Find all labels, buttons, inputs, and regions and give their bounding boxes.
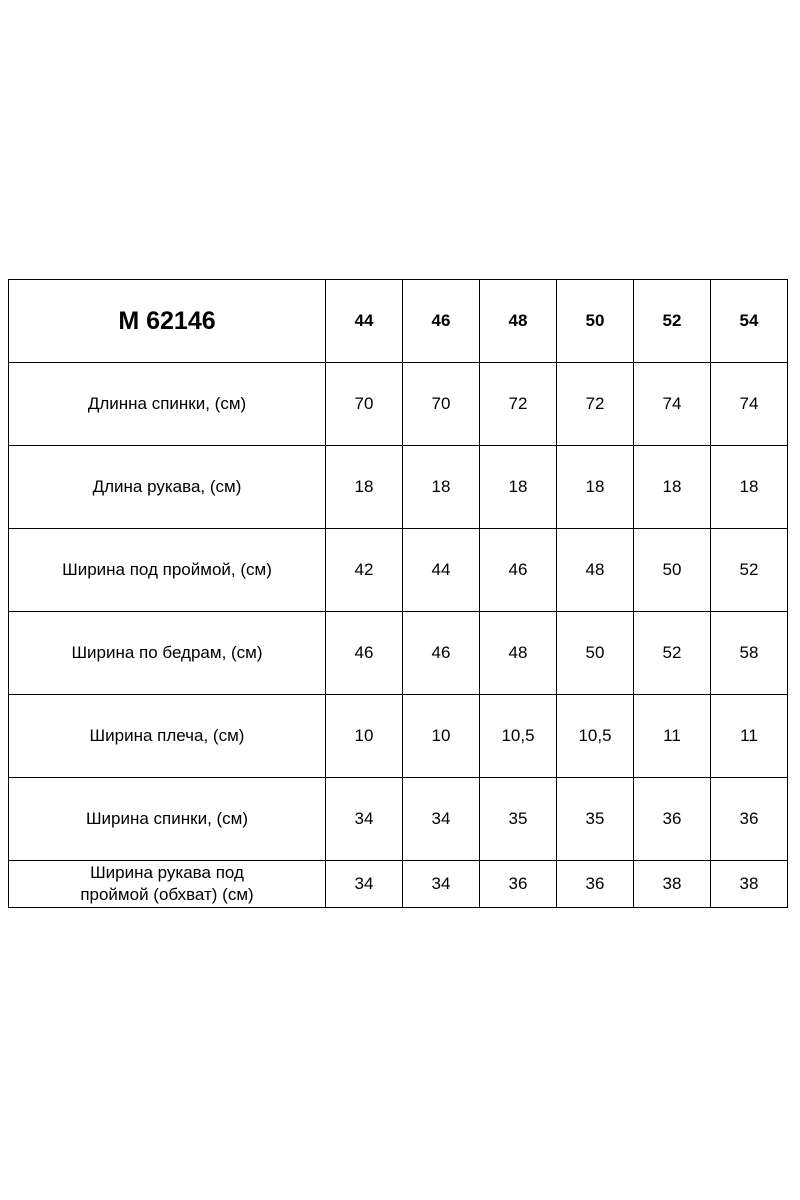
measurement-value: 46 (326, 612, 403, 695)
measurement-value: 46 (403, 612, 480, 695)
size-header: 44 (326, 280, 403, 363)
measurement-value: 72 (480, 363, 557, 446)
measurement-value: 18 (480, 446, 557, 529)
measurement-label-line: Ширина рукава под (90, 863, 244, 882)
measurement-value: 74 (634, 363, 711, 446)
measurement-value: 74 (711, 363, 788, 446)
measurement-value: 48 (480, 612, 557, 695)
measurement-label-line: проймой (обхват) (см) (80, 885, 254, 904)
measurement-value: 35 (557, 778, 634, 861)
measurement-value: 44 (403, 529, 480, 612)
size-chart-table (8, 279, 788, 908)
measurement-value: 11 (634, 695, 711, 778)
size-header: 46 (403, 280, 480, 363)
measurement-value: 42 (326, 529, 403, 612)
table-row (9, 612, 788, 695)
table-row (9, 363, 788, 446)
measurement-value: 38 (634, 861, 711, 908)
measurement-value: 72 (557, 363, 634, 446)
measurement-value: 36 (480, 861, 557, 908)
measurement-label: Длина рукава, (см) (9, 446, 326, 529)
measurement-value: 34 (326, 778, 403, 861)
measurement-value: 10 (326, 695, 403, 778)
header-row (9, 280, 788, 363)
measurement-value: 36 (634, 778, 711, 861)
measurement-value: 34 (403, 778, 480, 861)
measurement-value: 50 (634, 529, 711, 612)
measurement-value: 18 (403, 446, 480, 529)
measurement-value: 11 (711, 695, 788, 778)
table-row (9, 529, 788, 612)
measurement-value: 18 (634, 446, 711, 529)
measurement-value: 10 (403, 695, 480, 778)
measurement-label: Длинна спинки, (см) (9, 363, 326, 446)
measurement-label: Ширина спинки, (см) (9, 778, 326, 861)
measurement-label: Ширина под проймой, (см) (9, 529, 326, 612)
measurement-value: 18 (711, 446, 788, 529)
size-header: 52 (634, 280, 711, 363)
measurement-value: 18 (557, 446, 634, 529)
measurement-value: 52 (634, 612, 711, 695)
table-row (9, 695, 788, 778)
measurement-value: 18 (326, 446, 403, 529)
size-header: 50 (557, 280, 634, 363)
measurement-value: 10,5 (480, 695, 557, 778)
measurement-label: Ширина плеча, (см) (9, 695, 326, 778)
measurement-value: 48 (557, 529, 634, 612)
measurement-value: 36 (711, 778, 788, 861)
measurement-value: 36 (557, 861, 634, 908)
measurement-label (9, 861, 326, 908)
measurement-value: 58 (711, 612, 788, 695)
size-header: 48 (480, 280, 557, 363)
measurement-value: 50 (557, 612, 634, 695)
measurement-value: 70 (403, 363, 480, 446)
measurement-value: 46 (480, 529, 557, 612)
measurement-value: 34 (403, 861, 480, 908)
measurement-value: 52 (711, 529, 788, 612)
measurement-value: 70 (326, 363, 403, 446)
table-row (9, 778, 788, 861)
size-header: 54 (711, 280, 788, 363)
measurement-value: 38 (711, 861, 788, 908)
table-row (9, 446, 788, 529)
measurement-label: Ширина по бедрам, (см) (9, 612, 326, 695)
measurement-value: 35 (480, 778, 557, 861)
model-number: М 62146 (9, 280, 326, 363)
measurement-value: 34 (326, 861, 403, 908)
table-row (9, 861, 788, 908)
measurement-value: 10,5 (557, 695, 634, 778)
